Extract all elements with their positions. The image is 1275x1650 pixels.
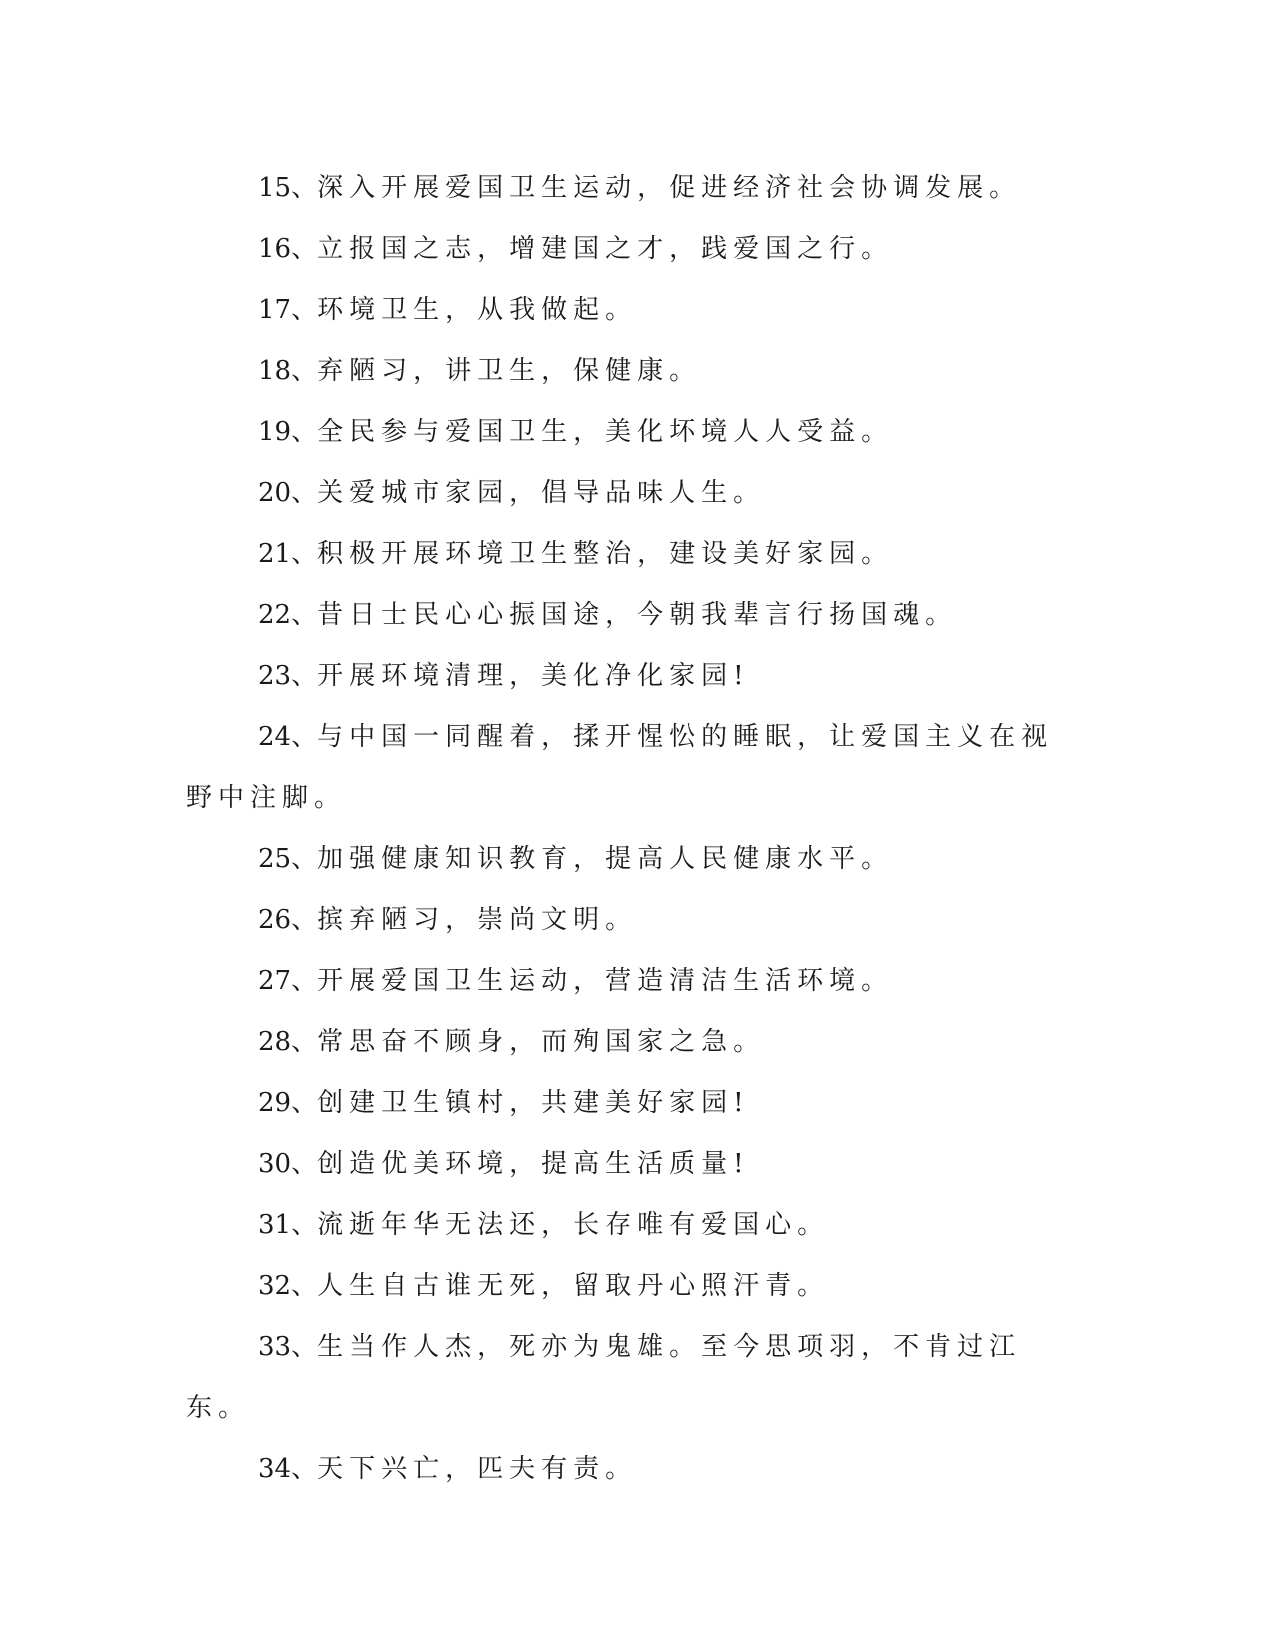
item-number: 25、 [258,844,318,874]
slogan-list [186,158,1076,1500]
list-item [186,1073,1076,1134]
item-number: 31、 [258,1210,318,1240]
item-number: 32、 [258,1271,318,1301]
item-text: 立报国之志，增建国之才，践爱国之行。 [317,234,894,264]
item-text: 环境卫生，从我做起。 [317,295,638,325]
item-number: 21、 [258,539,318,569]
list-item [186,280,1076,341]
item-text: 关爱城市家园，倡导品味人生。 [317,478,766,508]
list-item [186,524,1076,585]
item-text: 天下兴亡，匹夫有责。 [317,1454,638,1484]
list-item [186,402,1076,463]
item-text: 昔日士民心心振国途，今朝我辈言行扬国魂。 [317,600,958,630]
list-item [186,829,1076,890]
item-number: 27、 [258,966,318,996]
item-text: 创建卫生镇村，共建美好家园! [317,1088,750,1118]
item-text: 创造优美环境，提高生活质量! [317,1149,750,1179]
item-text: 开展环境清理，美化净化家园! [317,661,750,691]
item-text: 积极开展环境卫生整治，建设美好家园。 [317,539,894,569]
item-number: 24、 [258,722,318,752]
item-text: 人生自古谁无死，留取丹心照汗青。 [317,1271,830,1301]
item-number: 22、 [258,600,318,630]
item-number: 15、 [258,173,318,203]
item-text: 全民参与爱国卫生，美化坏境人人受益。 [317,417,894,447]
list-item [186,1012,1076,1073]
item-text: 开展爱国卫生运动，营造清洁生活环境。 [317,966,894,996]
list-item [186,1439,1076,1500]
item-number: 30、 [258,1149,318,1179]
item-number: 29、 [258,1088,318,1118]
item-number: 33、 [258,1332,318,1362]
item-number: 16、 [258,234,318,264]
item-number: 26、 [258,905,318,935]
list-item [186,463,1076,524]
item-text: 流逝年华无法还，长存唯有爱国心。 [317,1210,830,1240]
list-item [186,341,1076,402]
item-text: 常思奋不顾身，而殉国家之急。 [317,1027,766,1057]
list-item [186,1256,1076,1317]
list-item [186,219,1076,280]
item-number: 28、 [258,1027,318,1057]
list-item [186,1317,1076,1439]
list-item [186,1195,1076,1256]
item-number: 18、 [258,356,318,386]
item-number: 34、 [258,1454,318,1484]
item-number: 19、 [258,417,318,447]
item-number: 23、 [258,661,318,691]
item-text: 弃陋习，讲卫生，保健康。 [317,356,702,386]
list-item [186,890,1076,951]
list-item [186,1134,1076,1195]
item-text: 与中国一同醒着，揉开惺忪的睡眠，让爱国主义在视野中注脚。 [186,722,1054,813]
list-item [186,158,1076,219]
list-item [186,585,1076,646]
item-text: 生当作人杰，死亦为鬼雄。至今思项羽，不肯过江东。 [186,1332,1022,1423]
item-number: 17、 [258,295,318,325]
list-item [186,646,1076,707]
item-number: 20、 [258,478,318,508]
list-item [186,707,1076,829]
item-text: 加强健康知识教育，提高人民健康水平。 [317,844,894,874]
item-text: 摈弃陋习，崇尚文明。 [317,905,638,935]
list-item [186,951,1076,1012]
item-text: 深入开展爱国卫生运动，促进经济社会协调发展。 [317,173,1022,203]
